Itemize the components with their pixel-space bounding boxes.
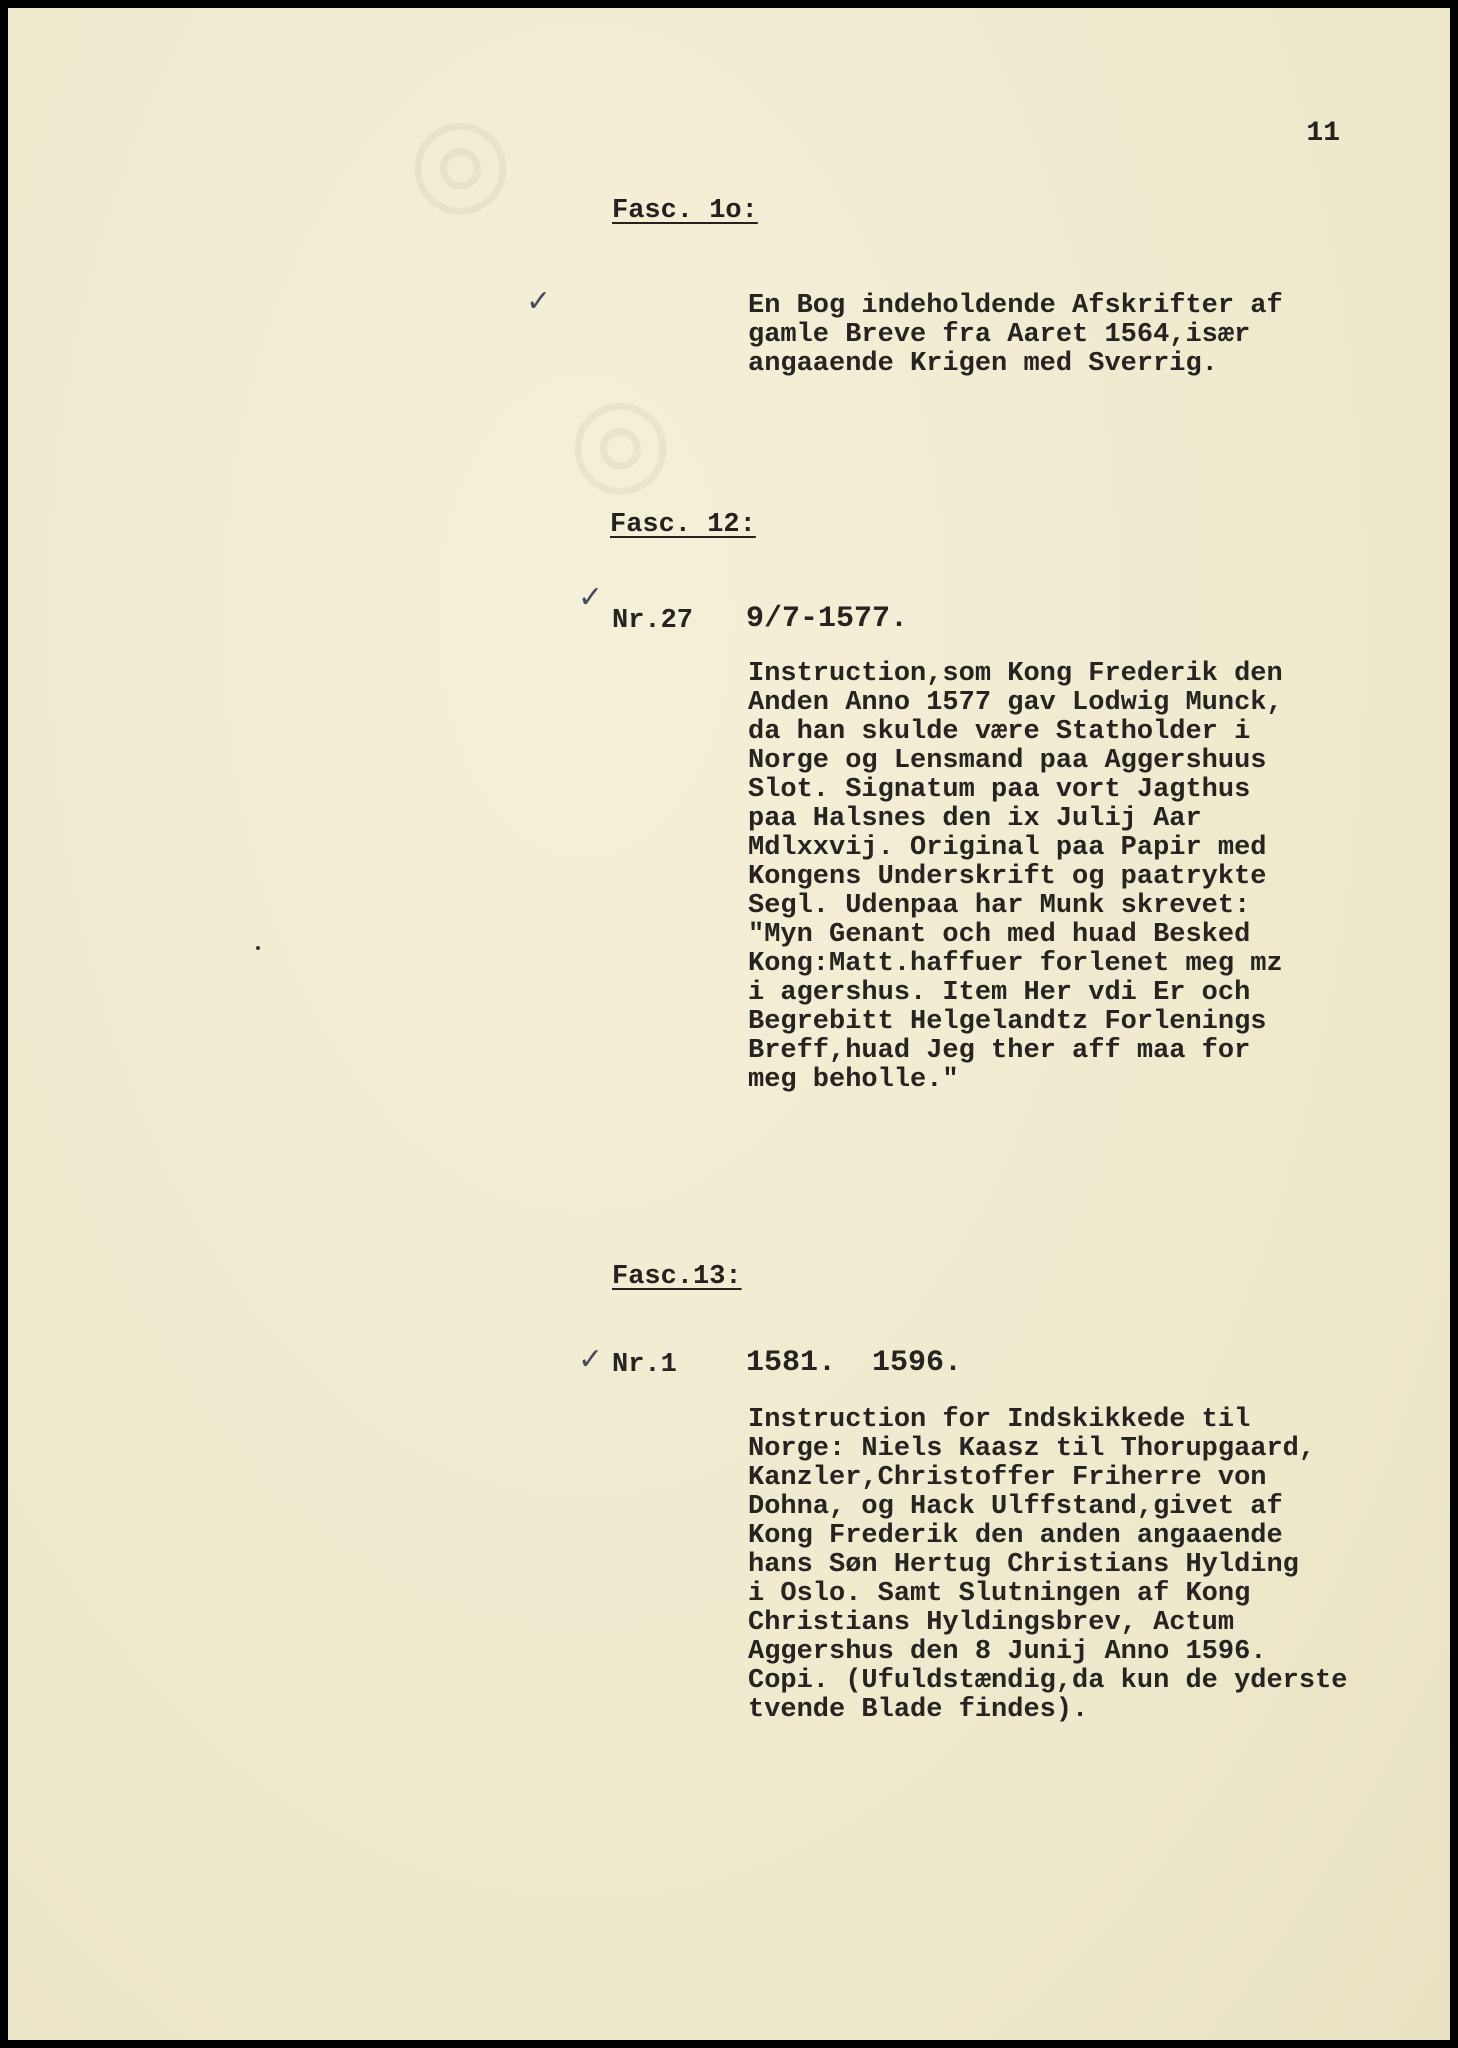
text-line: i Oslo. Samt Slutningen af Kong <box>748 1579 1251 1609</box>
text-line: i agershus. Item Her vdi Er och <box>748 978 1251 1008</box>
check-mark-icon: ✓ <box>578 580 604 615</box>
text-line: Breff,huad Jeg ther aff maa for <box>748 1036 1251 1066</box>
entry-text-fasc-10 <box>748 292 1428 379</box>
text-line: tvende Blade findes). <box>748 1695 1089 1725</box>
stray-mark <box>256 946 260 950</box>
text-line: Kongens Underskrift og paatrykte <box>748 862 1267 892</box>
section-heading-fasc-12: Fasc. 12: <box>610 510 756 540</box>
text-line: Mdlxxvij. Original paa Papir med <box>748 833 1267 863</box>
text-line: Christians Hyldingsbrev, Actum <box>748 1608 1235 1638</box>
text-line: Copi. (Ufuldstændig,da kun de yderste <box>748 1666 1348 1696</box>
text-line: Kanzler,Christoffer Friherre von <box>748 1463 1267 1493</box>
text-line: Dohna, og Hack Ulffstand,givet af <box>748 1492 1283 1522</box>
section-heading-fasc-13: Fasc.13: <box>612 1262 742 1292</box>
entry-number: Nr.1 <box>612 1350 677 1380</box>
text-line: Slot. Signatum paa vort Jagthus <box>748 775 1251 805</box>
text-line: Norge og Lensmand paa Aggershuus <box>748 746 1267 776</box>
text-line: Segl. Udenpaa har Munk skrevet: <box>748 891 1251 921</box>
text-line: Anden Anno 1577 gav Lodwig Munck, <box>748 688 1283 718</box>
text-line: da han skulde være Statholder i <box>748 717 1251 747</box>
text-line: Begrebitt Helgelandtz Forlenings <box>748 1007 1267 1037</box>
text-line: paa Halsnes den ix Julij Aar <box>748 804 1202 834</box>
text-line: "Myn Genant och med huad Besked <box>748 920 1251 950</box>
text-line: gamle Breve fra Aaret 1564,især <box>748 320 1251 350</box>
page-number: 11 <box>1306 118 1340 149</box>
bleed-through-mark: ◎ <box>568 368 673 509</box>
text-line: Kong:Matt.haffuer forlenet meg mz <box>748 949 1283 979</box>
text-line: Instruction for Indskikkede til <box>748 1405 1251 1435</box>
text-line: Norge: Niels Kaasz til Thorupgaard, <box>748 1434 1316 1464</box>
entry-date: 9/7-1577. <box>746 602 909 636</box>
check-mark-icon: ✓ <box>526 284 552 319</box>
entry-text-fasc-13-nr-1 <box>748 1406 1428 1725</box>
text-line: En Bog indeholdende Afskrifter af <box>748 291 1283 321</box>
document-page <box>8 8 1450 2040</box>
text-line: Kong Frederik den anden angaaende <box>748 1521 1283 1551</box>
text-line: meg beholle." <box>748 1065 959 1095</box>
entry-number: Nr.27 <box>612 606 694 636</box>
text-line: Aggershus den 8 Junij Anno 1596. <box>748 1637 1267 1667</box>
text-line: hans Søn Hertug Christians Hylding <box>748 1550 1299 1580</box>
text-line: angaaende Krigen med Sverrig. <box>748 349 1218 379</box>
entry-text-fasc-12-nr-27 <box>748 660 1428 1095</box>
section-heading-fasc-10: Fasc. 1o: <box>612 196 758 226</box>
entry-date: 1581. 1596. <box>746 1346 963 1380</box>
check-mark-icon: ✓ <box>578 1342 604 1377</box>
bleed-through-mark: ◎ <box>408 88 513 229</box>
text-line: Instruction,som Kong Frederik den <box>748 659 1283 689</box>
